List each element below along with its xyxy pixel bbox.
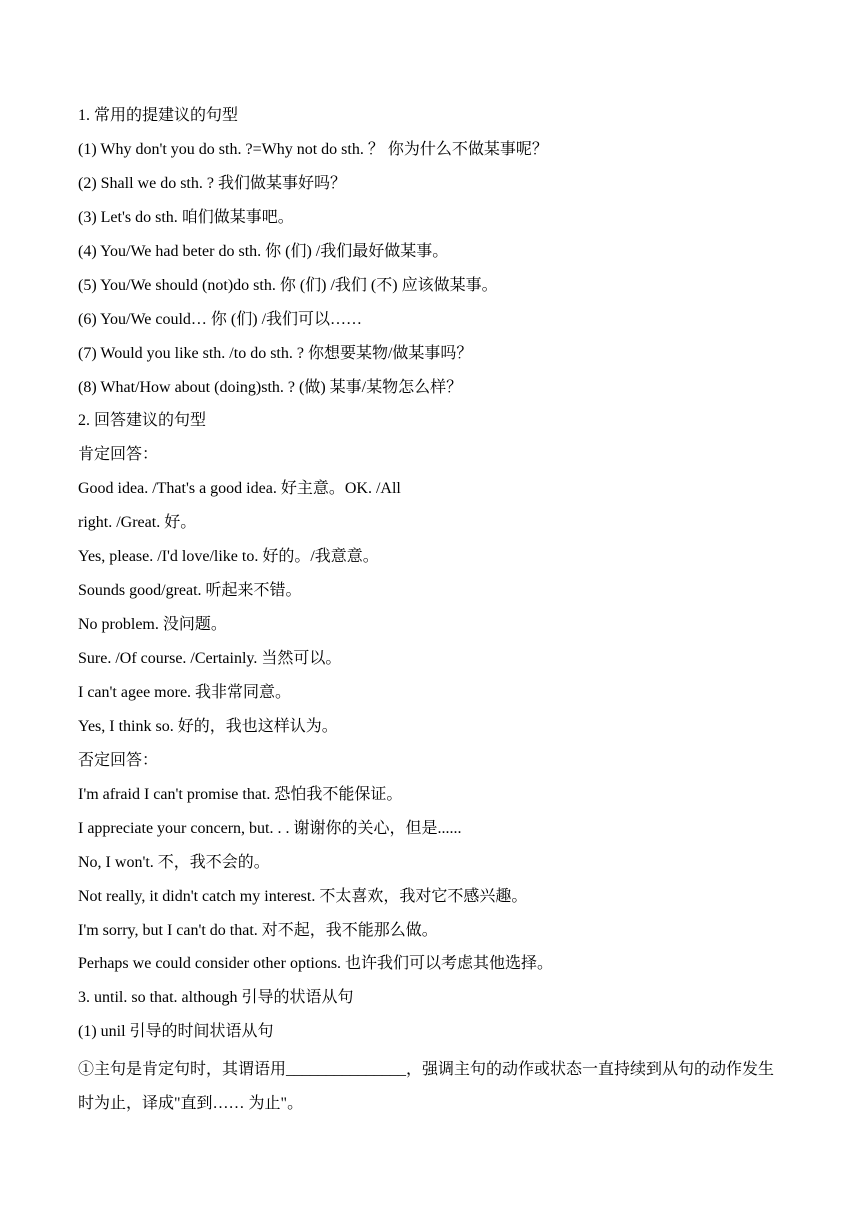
document-page — [78, 103, 798, 1121]
text-line: (2) Shall we do sth. ? 我们做某事好吗？ — [78, 174, 346, 192]
text-line: 肯定回答： — [78, 446, 159, 464]
text-line: Not really, it didn't catch my interest. 不太喜欢，我对它不感兴趣。 — [78, 887, 528, 905]
text-line: I'm afraid I can't promise that. 恐怕我不能保证。 — [78, 785, 403, 803]
text-line: 否定回答： — [78, 751, 159, 769]
text-line: No problem. 没问题。 — [78, 616, 227, 634]
text-line: right. /Great. 好。 — [78, 514, 197, 532]
text-line: No, I won't. 不，我不会的。 — [78, 853, 270, 871]
text-line: I'm sorry, but I can't do that. 对不起，我不能那么做。 — [78, 921, 438, 939]
text-line: I can't agee more. 我非常同意。 — [78, 683, 292, 701]
document-body — [78, 103, 798, 1053]
text-line: (1) unil 引导的时间状语从句 — [78, 1023, 274, 1041]
text-line: Yes, please. /I'd love/like to. 好的。/我意意。 — [78, 548, 379, 566]
text-line: 1. 常用的提建议的句型 — [78, 107, 239, 124]
text-line: 3. until. so that. although 引导的状语从句 — [78, 989, 354, 1007]
text-line: (6) You/We could… 你 (们) /我们可以…… — [78, 310, 363, 328]
text-line: I appreciate your concern, but. . . 谢谢你的关心，但是...... — [78, 819, 462, 837]
final-paragraph: ①主句是肯定句时，其谓语用_______________，强调主句的动作或状态一直持续到从句的动作发生时为止，译成"直到…… 为止"。 — [78, 1061, 775, 1113]
text-line: Good idea. /That's a good idea. 好主意。OK. /All — [78, 480, 401, 498]
text-line: (1) Why don't you do sth. ?=Why not do sth. ？ 你为什么不做某事呢？ — [78, 140, 548, 158]
text-line: Perhaps we could consider other options. 也许我们可以考虑其他选择。 — [78, 955, 554, 973]
text-line: Sure. /Of course. /Certainly. 当然可以。 — [78, 650, 342, 667]
text-line: 2. 回答建议的句型 — [78, 412, 207, 430]
text-line: (8) What/How about (doing)sth. ? (做) 某事/某物怎么样？ — [78, 378, 463, 396]
text-line: (3) Let's do sth. 咱们做某事吧。 — [78, 208, 294, 226]
text-line: (7) Would you like sth. /to do sth. ? 你想要某物/做某事吗？ — [78, 344, 473, 362]
text-line: Yes, I think so. 好的，我也这样认为。 — [78, 717, 338, 735]
text-line: (4) You/We had beter do sth. 你 (们) /我们最好做某事。 — [78, 242, 449, 260]
text-line: Sounds good/great. 听起来不错。 — [78, 582, 302, 600]
text-line: (5) You/We should (not)do sth. 你 (们) /我们 (不) 应该做某事。 — [78, 276, 498, 294]
